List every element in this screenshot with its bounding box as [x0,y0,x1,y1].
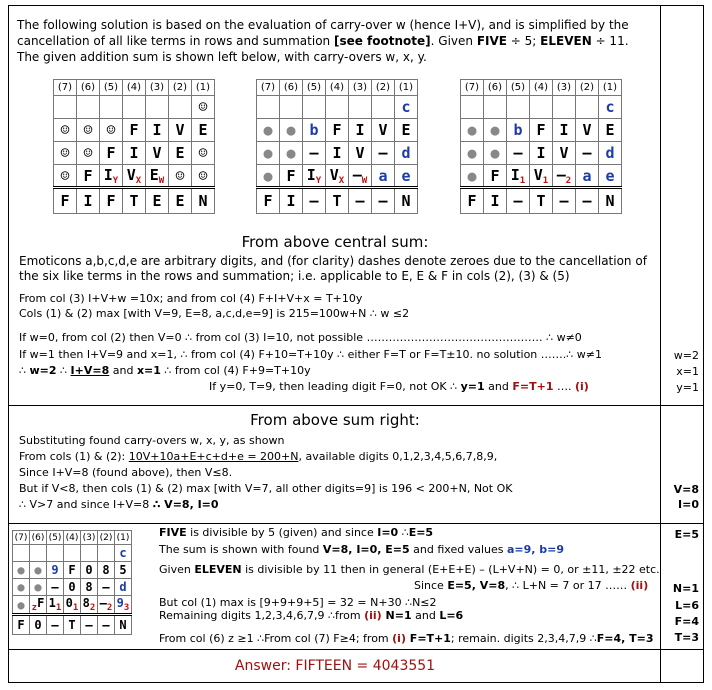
grid-cell: I [77,188,100,214]
side-i: I=0 [678,498,699,511]
grid-cell: – [372,142,395,165]
grid-cell: ● [13,579,30,596]
grid-cell: c [395,96,418,119]
grid-cell: (6) [484,80,507,96]
grid-cell: – [372,188,395,214]
answer-value: FIFTEEN = 4043551 [295,658,436,674]
grid-cell: ☺ [77,119,100,142]
grid-cell: E [169,188,192,214]
grid-cell: I [146,119,169,142]
grid-cell: (5) [47,531,64,545]
grid-cell: ● [484,119,507,142]
grid-cell: (7) [54,80,77,96]
side-x: x=1 [676,365,699,378]
grid-cell: c [115,545,132,562]
grid-cell [326,96,349,119]
grid-cell: ● [13,596,30,615]
heading-central-sum: From above central sum: [241,233,429,251]
side-v: V=8 [673,483,699,496]
grid-cell: ☺ [54,165,77,188]
grid-cell: 0 [30,615,47,635]
grid-cell [123,96,146,119]
grid-cell: F [100,188,123,214]
grid-cell: – [81,615,98,635]
grid-cell: 8 [81,579,98,596]
grid-cell: T [530,188,553,214]
grid-cell: F [461,188,484,214]
grid-cell: – [47,579,64,596]
grid-cell: T [123,188,146,214]
grid-cell: (2) [98,531,115,545]
grid-cell [257,96,280,119]
sec2-line-4: But if V<8, then cols (1) & (2) max [with V=7, all other digits=9] is 196 < 200+N, Not OK [19,482,513,495]
grid-cell: 9 [47,562,64,579]
grid-cell: (6) [77,80,100,96]
grid-cell: (5) [507,80,530,96]
sec2-line-3: Since I+V=8 (found above), then V≤8. [19,466,233,479]
grid-cell: ☺ [192,165,215,188]
grid-cell: F [54,188,77,214]
grid-cell: I [123,142,146,165]
grid-cell: e [395,165,418,188]
grid-cell: $V_X$ [326,165,349,188]
grid-cell: (6) [30,531,47,545]
grid-cell: ☺ [100,119,123,142]
side-l: L=6 [675,599,699,612]
grid-cell: $V_1$ [530,165,553,188]
grid-cell: 0 [81,562,98,579]
grid-cell [349,96,372,119]
final-sum-grid [12,530,132,635]
grid-cell: N [192,188,215,214]
grid-cell: V [576,119,599,142]
grid-cell: 5 [115,562,132,579]
grid-cell [146,96,169,119]
side-w: w=2 [673,349,699,362]
grid-cell: (7) [461,80,484,96]
grid-cell: ☺ [54,142,77,165]
grid-cell: (7) [257,80,280,96]
grid-cell: $I_1$ [507,165,530,188]
sec1-line-8: If y=0, T=9, then leading digit F=0, not OK ∴ y=1 and F=T+1 …. (i) [209,380,589,393]
grid-cell: – [47,615,64,635]
grid-cell: V [372,119,395,142]
grid-cell: ● [13,562,30,579]
grid-cell: ● [30,579,47,596]
grid-cell: $0_1$ [64,596,81,615]
grid-cell: F [326,119,349,142]
intro-line-1: The following solution is based on the evaluation of carry-over w (hence I+V), and is simplified by the [17,18,629,32]
sec2-line-5: ∴ V>7 and since I+V=8 ∴ V=8, I=0 [19,498,219,511]
answer [9,658,661,675]
grid-cell: $8_2$ [81,596,98,615]
grid-cell: (3) [146,80,169,96]
grid-cell: ● [30,562,47,579]
grid-cell: E [395,119,418,142]
grid-cell: b [507,119,530,142]
sec1-line-4: Cols (1) & (2) max [with V=9, E=8, a,c,d,e=9] is 215=100w+N ∴ w ≤2 [19,307,410,320]
grid-cell [13,545,30,562]
grid-cell: ☺ [169,165,192,188]
grid-cell: N [395,188,418,214]
grid-cell: ● [257,165,280,188]
sec3-line-2: The sum is shown with found V=8, I=0, E=5 and fixed values a=9, b=9 [159,543,565,556]
grid-cell: ● [280,119,303,142]
sec3-line-6: Remaining digits 1,2,3,4,6,7,9 ∴from (ii) N=1 and L=6 [159,609,464,622]
side-t: T=3 [674,631,699,644]
grid-cell: ● [461,119,484,142]
section-final [9,524,703,650]
grid-cell: – [303,188,326,214]
grid-cell: F [530,119,553,142]
sec3-line-3: Given ELEVEN is divisible by 11 then in general (E+E+E) – (L+V+N) = 0, or ±11, ±22 etc. [159,563,660,576]
heading-sum-right: From above sum right: [250,411,420,429]
grid-cell: $_z$F [30,596,47,615]
grid-cell: b [303,119,326,142]
grid-cell: ● [257,142,280,165]
given-sum-grid [53,79,215,214]
grid-cell: ● [484,142,507,165]
sec3-line-4: Since E=5, V=8, ∴ L+N = 7 or 17 …… (ii) [414,579,649,592]
grid-cell: F [100,142,123,165]
grid-cell: d [599,142,622,165]
solution-frame [8,5,704,683]
grid-cell: I [326,142,349,165]
grid-cell [303,96,326,119]
grid-cell: $1_1$ [47,596,64,615]
grid-cell: – [349,188,372,214]
right-sum-grid [460,79,622,214]
grid-cell: E [146,188,169,214]
grid-cell: – [507,188,530,214]
sec2-line-2: From cols (1) & (2): 10V+10a+E+c+d+e = 200+N, available digits 0,1,2,3,4,5,6,7,8,9, [19,450,498,463]
grid-cell: c [599,96,622,119]
grid-cell: T [64,615,81,635]
sec1-line-2: the six like terms in the rows and summation; i.e. applicable to E, E & F in cols (2), (3) & (5) [19,269,570,283]
grid-cell [54,96,77,119]
sec2-line-1: Substituting found carry-overs w, x, y, as shown [19,434,285,447]
grid-cell: V [349,142,372,165]
intro-line-3: The given addition sum is shown left below, with carry-overs w, x, y. [17,50,427,64]
grid-cell: (1) [192,80,215,96]
grid-cell: $V_X$ [123,165,146,188]
grid-cell [484,96,507,119]
grid-cell: E [192,119,215,142]
grid-cell: (5) [100,80,123,96]
grid-cell: (1) [395,80,418,96]
grid-cell: (4) [530,80,553,96]
grid-cell: $I_Y$ [303,165,326,188]
grid-cell [47,545,64,562]
grid-cell: ● [461,165,484,188]
section-intro [9,6,703,406]
grid-cell: a [576,165,599,188]
grid-cell [372,96,395,119]
grid-cell [280,96,303,119]
grid-cell: $I_Y$ [100,165,123,188]
side-y: y=1 [676,381,699,394]
grid-cell [461,96,484,119]
grid-cell: – [507,142,530,165]
grid-cell: F [13,615,30,635]
grid-cell: ● [461,142,484,165]
grid-cell: (2) [576,80,599,96]
grid-cell: ☺ [54,119,77,142]
grid-cell: (2) [372,80,395,96]
grid-cell [98,545,115,562]
grid-cell: $-_2$ [98,596,115,615]
grid-cell: I [280,188,303,214]
grid-cell [30,545,47,562]
grid-cell: d [395,142,418,165]
grid-cell: (1) [599,80,622,96]
sec3-line-7: From col (6) z ≥1 ∴From col (7) F≥4; from (i) F=T+1; remain. digits 2,3,4,7,9 ∴F=4, T=3 [159,632,654,645]
grid-cell: F [484,165,507,188]
grid-cell: E [169,142,192,165]
grid-cell [169,96,192,119]
grid-cell: a [372,165,395,188]
grid-cell: – [576,142,599,165]
grid-cell: V [553,142,576,165]
grid-cell [64,545,81,562]
grid-cell [100,96,123,119]
grid-cell: $9_3$ [115,596,132,615]
grid-cell: (4) [123,80,146,96]
grid-cell: – [98,579,115,596]
grid-cell: I [530,142,553,165]
intro-line-2: cancellation of all like terms in rows and summation [see footnote]. Given FIVE ÷ 5; ELEVEN ÷ 11. [17,34,629,48]
grid-cell [507,96,530,119]
grid-cell: (4) [64,531,81,545]
grid-cell: V [169,119,192,142]
sec3-line-1: FIVE is divisible by 5 (given) and since I=0 ∴E=5 [159,526,434,539]
grid-cell: E [599,119,622,142]
sec1-line-7: ∴ w=2 ∴ I+V=8 and x=1 ∴ from col (4) F+9=T+10y [19,364,311,377]
grid-cell: – [576,188,599,214]
grid-cell: F [77,165,100,188]
grid-cell: N [599,188,622,214]
grid-cell: I [349,119,372,142]
grid-cell: I [553,119,576,142]
answer-label: Answer: [234,658,296,674]
grid-cell [530,96,553,119]
grid-cell: F [280,165,303,188]
section-answer [9,650,703,682]
grid-cell [553,96,576,119]
grid-cell [576,96,599,119]
grid-cell: – [98,615,115,635]
grid-cell: (3) [553,80,576,96]
grid-cell: $-_W$ [349,165,372,188]
grid-cell: – [303,142,326,165]
grid-cell: T [326,188,349,214]
sec3-line-5: But col (1) max is [9+9+9+5] = 32 = N+30 ∴N≤2 [159,596,437,609]
grid-cell: F [123,119,146,142]
grid-cell: $-_2$ [553,165,576,188]
grid-cell: (3) [349,80,372,96]
grid-cell [77,96,100,119]
section-sum-right [9,406,703,524]
smiley-icon: ☺ [192,96,215,119]
grid-cell: ☺ [77,142,100,165]
grid-cell: (1) [115,531,132,545]
grid-cell: e [599,165,622,188]
grid-cell: ☺ [192,142,215,165]
grid-cell: I [484,188,507,214]
grid-cell: (5) [303,80,326,96]
central-sum-grid [256,79,418,214]
grid-cell: F [64,562,81,579]
grid-cell: F [257,188,280,214]
sec1-line-6: If w=1 then I+V=9 and x=1, ∴ from col (4) F+10=T+10y ∴ either F=T or F=T±10. no solution …….∴ w≠1 [19,348,602,361]
grid-cell: N [115,615,132,635]
grid-cell: (2) [169,80,192,96]
side-n: N=1 [672,582,699,595]
sec1-line-1: Emoticons a,b,c,d,e are arbitrary digits, and (for clarity) dashes denote zeroes due to the cancellation of [19,254,647,268]
grid-cell: – [553,188,576,214]
grid-cell: (3) [81,531,98,545]
grid-cell: (6) [280,80,303,96]
grid-cell [81,545,98,562]
grid-cell: $E_W$ [146,165,169,188]
grid-cell: ● [280,142,303,165]
grid-cell: (4) [326,80,349,96]
grid-cell: d [115,579,132,596]
sec1-line-5: If w=0, from col (2) then V=0 ∴ from col (3) I=10, not possible ………………………………………… ∴ w≠0 [19,331,582,344]
side-e: E=5 [674,528,699,541]
sec1-line-3: From col (3) I+V+w =10x; and from col (4) F+I+V+x = T+10y [19,292,363,305]
grid-cell: V [146,142,169,165]
grid-cell: 0 [64,579,81,596]
grid-cell: (7) [13,531,30,545]
grid-cell: 8 [98,562,115,579]
grid-cell: ● [257,119,280,142]
side-f: F=4 [674,615,699,628]
